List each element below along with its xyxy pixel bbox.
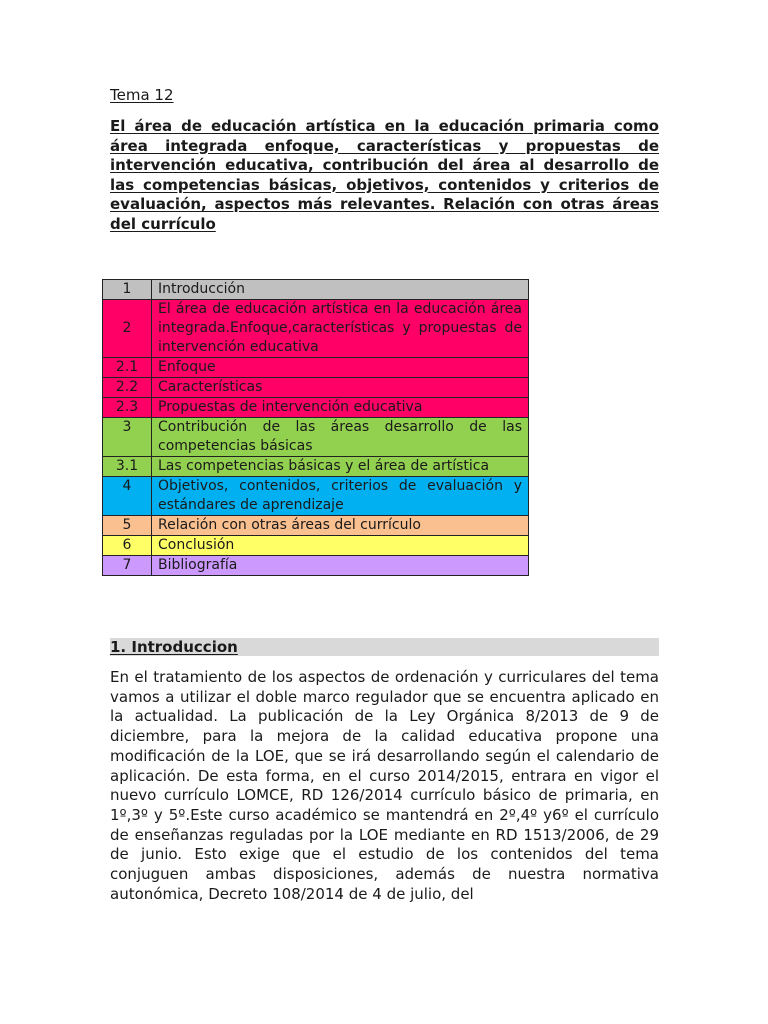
toc-row — [103, 556, 529, 576]
toc-text: Introducción — [152, 280, 529, 300]
toc-number: 4 — [103, 477, 152, 516]
section-heading: 1. Introduccion — [110, 638, 659, 656]
toc-row — [103, 516, 529, 536]
toc-row — [103, 280, 529, 300]
toc-number: 6 — [103, 536, 152, 556]
toc-row — [103, 477, 529, 516]
toc-number: 2 — [103, 300, 152, 358]
topic-number: Tema 12 — [110, 86, 174, 104]
topic-title: El área de educación artística en la educación primaria como área integrada enfoque, características y propuestas de intervención educativa, contribución del área al desarrollo de las competencias básicas, objetivos, contenidos y criterios de evaluación, aspectos más relevantes. Relación con otras áreas del currículo — [110, 117, 659, 233]
section-paragraph: En el tratamiento de los aspectos de ordenación y curriculares del tema vamos a utilizar el doble marco regulador que se encuentra aplicado en la actualidad. La publicación de la Ley Orgánica 8/2013 de 9 de diciembre, para la mejora de la calidad educativa propone una modificación de la LOE, que se irá desarrollando según el calendario de aplicación. De esta forma, en el curso 2014/2015, entrara en vigor el nuevo currículo LOMCE, RD 126/2014 currículo básico de primaria, en 1º,3º y 5º.Este curso académico se mantendrá en 2º,4º y6º el currículo de enseñanzas reguladas por la LOE mediante en RD 1513/2006, de 29 de junio. Esto exige que el estudio de los contenidos del tema conjuguen ambas disposiciones, además de nuestra normativa autonómica, Decreto 108/2014 de 4 de julio, del — [110, 668, 659, 903]
toc-row — [103, 358, 529, 378]
toc-text: Propuestas de intervención educativa — [152, 398, 529, 418]
toc-number: 1 — [103, 280, 152, 300]
toc-row — [103, 418, 529, 457]
toc-text: Contribución de las áreas desarrollo de las competencias básicas — [152, 418, 529, 457]
toc-number: 2.3 — [103, 398, 152, 418]
toc-number: 2.1 — [103, 358, 152, 378]
toc-row — [103, 457, 529, 477]
toc-row — [103, 300, 529, 358]
toc-text: Conclusión — [152, 536, 529, 556]
toc-number: 2.2 — [103, 378, 152, 398]
toc-text: Objetivos, contenidos, criterios de evaluación y estándares de aprendizaje — [152, 477, 529, 516]
toc-text: Características — [152, 378, 529, 398]
toc-number: 3 — [103, 418, 152, 457]
toc-text: Enfoque — [152, 358, 529, 378]
toc-number: 7 — [103, 556, 152, 576]
toc-text: Las competencias básicas y el área de artística — [152, 457, 529, 477]
toc-row — [103, 398, 529, 418]
toc-number: 3.1 — [103, 457, 152, 477]
toc-text: El área de educación artística en la educación área integrada.Enfoque,características y propuestas de intervención educativa — [152, 300, 529, 358]
toc-text: Relación con otras áreas del currículo — [152, 516, 529, 536]
table-of-contents — [102, 279, 529, 576]
toc-number: 5 — [103, 516, 152, 536]
toc-text: Bibliografía — [152, 556, 529, 576]
toc-row — [103, 378, 529, 398]
toc-row — [103, 536, 529, 556]
